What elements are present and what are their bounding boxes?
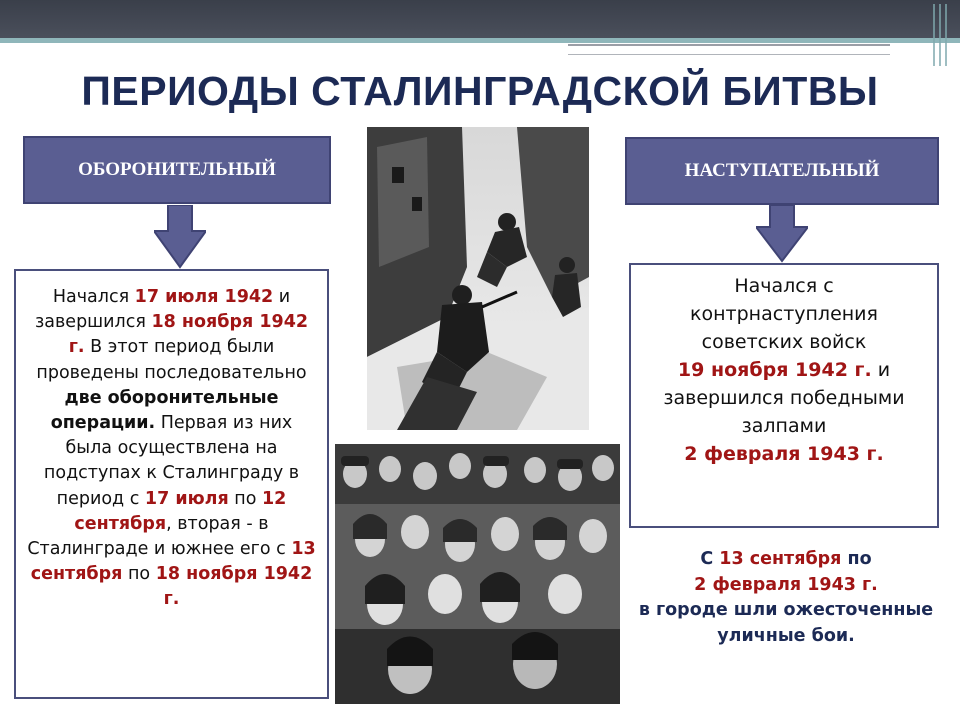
header-stripe — [0, 38, 960, 43]
date-highlight: 2 февраля 1943 г. — [694, 574, 878, 595]
street-fighting-note — [636, 547, 936, 649]
date-highlight: 13 сентября — [719, 549, 842, 569]
desc-text: и завершился — [34, 287, 291, 333]
down-arrow-icon — [154, 205, 206, 269]
note-text: С — [700, 549, 720, 569]
defensive-period-label: ОБОРОНИТЕЛЬНЫЙ — [78, 159, 276, 180]
desc-text: Первая из них была осуществлена на подступах к Сталинграду в период с — [43, 412, 300, 509]
desc-text: и — [871, 358, 891, 381]
desc-text: Начался с контрнаступления советских войск — [690, 275, 878, 353]
note-text: в городе шли ожесточенные уличные бои. — [638, 600, 934, 646]
offensive-period-box — [625, 137, 939, 205]
decor-line-thin — [568, 54, 890, 55]
date-highlight: 2 февраля 1943 г. — [684, 442, 884, 465]
date-highlight: 17 июля 1942 — [134, 287, 274, 307]
offensive-period-description — [629, 263, 939, 528]
date-highlight: 18 ноября 1942 г. — [68, 312, 309, 358]
page-title: ПЕРИОДЫ СТАЛИНГРАДСКОЙ БИТВЫ — [81, 68, 879, 114]
date-highlight: 18 ноября 1942 г. — [155, 564, 313, 610]
date-highlight: 13 сентября — [30, 538, 316, 585]
crowd-photo — [335, 444, 620, 704]
date-highlight: 12 сентября — [74, 488, 287, 534]
decor-line — [568, 44, 890, 46]
desc-text: , вторая - в Сталинграде и южнее его с — [27, 513, 292, 559]
offensive-period-label: НАСТУПАТЕЛЬНЫЙ — [684, 160, 880, 181]
header-bar — [0, 0, 960, 40]
note-text: по — [841, 549, 872, 569]
desc-text: по — [122, 564, 156, 585]
bold-text: две оборонительные операции. — [50, 387, 279, 433]
desc-text: В этот период были проведены последовательно — [36, 337, 307, 383]
defensive-period-box — [23, 136, 331, 204]
down-arrow-icon — [756, 205, 808, 263]
date-highlight: 19 ноября 1942 г. — [677, 358, 872, 381]
desc-text: завершился победными залпами — [663, 386, 905, 437]
desc-text: по — [228, 488, 262, 509]
defensive-period-description — [14, 269, 329, 699]
desc-text: Начался — [52, 287, 135, 307]
battle-photo — [367, 127, 589, 430]
corner-ornament-icon — [928, 4, 950, 66]
date-highlight: 17 июля — [144, 488, 229, 509]
